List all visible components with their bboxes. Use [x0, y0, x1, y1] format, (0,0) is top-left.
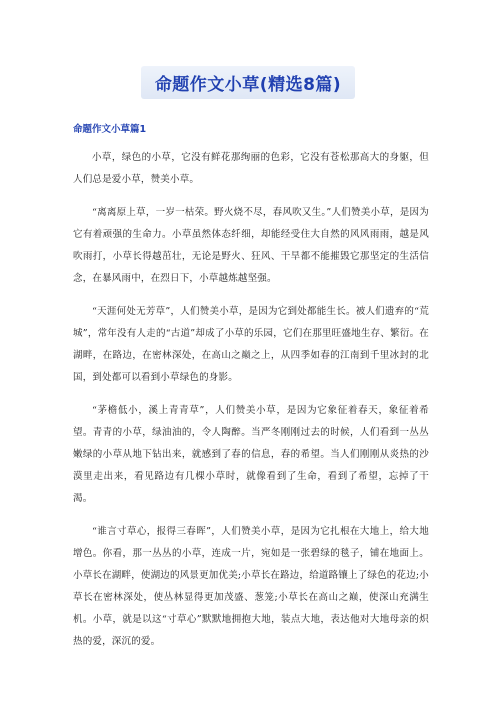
paragraph-4: “茅檐低小，溪上青青草”，人们赞美小草，是因为它象征着春天，象征着希望。青青的小草，绿油油的，令人陶醉。当严冬刚刚过去的时候，人们看到一丛丛嫩绿的小草从地下钻出来，就感到了春的信息，春的希望。当人们刚刚从炎热的沙漠里走出来，看见路边有几棵小草时，就像看到了生命，看到了希望，忘掉了干渴。 — [73, 405, 429, 504]
body-text — [73, 147, 429, 664]
paragraph-5: “谁言寸草心，报得三春晖”，人们赞美小草，是因为它扎根在大地上，给大地增色。你看，那一丛丛的小草，连成一片，宛如是一张碧绿的毯子，铺在地面上。小草长在湖畔，使湖边的风景更加优美;小草长在路边，给道路镶上了绿色的花边;小草长在密林深处，使丛林显得更加茂盛、葱笼;小草长在高山之巅，使深山充满生机。小草，就是以这“寸草心”默默地拥抱大地，装点大地，表达他对大地母亲的炽热的爱，深沉的爱。 — [73, 526, 430, 647]
title-wrap — [0, 66, 496, 99]
paragraph-3: “天涯何处无芳草”，人们赞美小草，是因为它到处都能生长。被人们遗弃的“荒城”，常年没有人走的“古道”却成了小草的乐园，它们在那里旺盛地生存、繁衍。在湖畔，在路边，在密林深处，在高山之巅之上，从四季如春的江南到千里冰封的北国，到处都可以看到小草绿色的身影。 — [73, 306, 429, 383]
paragraph-1: 小草，绿色的小草，它没有鲜花那绚丽的色彩，它没有苍松那高大的身躯，但人们总是爱小草，赞美小草。 — [73, 152, 429, 185]
section-heading: 命题作文小草篇1 — [73, 124, 147, 135]
document-title: 命题作文小草(精选8篇) — [141, 66, 355, 99]
paragraph-2: “离离原上草，一岁一枯荣。野火烧不尽，春风吹又生。”人们赞美小草，是因为它有着顽强的生命力。小草虽然体态纤细，却能经受住大自然的风风雨雨，越是风吹雨打，小草长得越茁壮，无论是野火、狂风、干旱都不能摧毁它那坚定的生活信念，在暴风雨中，在烈日下，小草越炼越坚强。 — [73, 207, 429, 284]
